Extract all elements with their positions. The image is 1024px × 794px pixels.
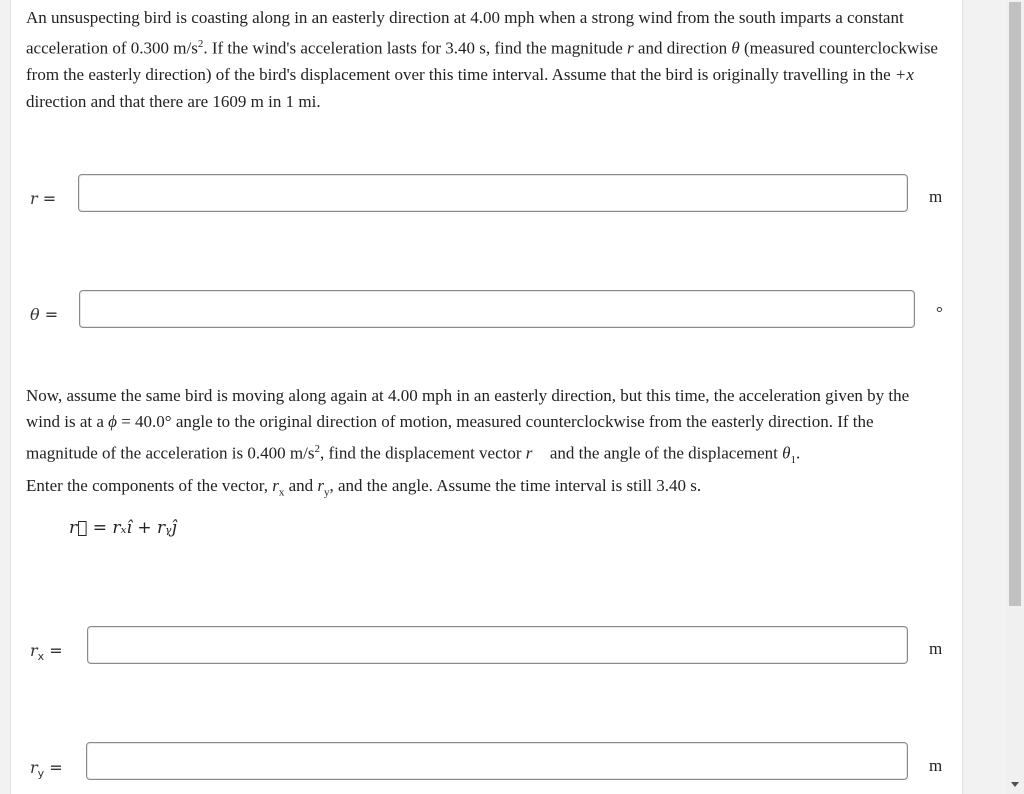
rx-label-var: r — [30, 641, 38, 660]
ry-label-eq: = — [44, 758, 63, 777]
intro-text-a: An unsuspecting bird is coasting along in an easterly direction at 4.00 mph when a strong wind from the south imparts a constant acceleration of 0.300 m/s — [26, 8, 904, 58]
var-theta: θ — [731, 38, 740, 58]
rx-unit: m — [929, 639, 943, 658]
part2-exponent: 2 — [314, 442, 320, 455]
theta1-subscript: 1 — [790, 453, 796, 466]
ry-label — [30, 758, 63, 780]
part2-text-b: = 40.0° angle to the original direction of motion, measured counterclockwise from the easterly direction. If the magnitude of the acceleration is 0.400 m/s — [26, 412, 874, 463]
rx-label-sub: x — [37, 650, 45, 664]
ry-subscript: y — [324, 486, 330, 499]
part3-text-a: Enter the components of the vector, — [26, 476, 273, 495]
var-ry: r — [317, 476, 325, 495]
rx-subscript: x — [278, 486, 285, 499]
r-label — [30, 189, 56, 208]
theta-unit: ° — [936, 303, 943, 322]
theta-label-var: θ — [30, 305, 40, 324]
rx-label — [30, 641, 63, 663]
part2-text-e: . — [795, 443, 801, 463]
var-rx: r — [272, 476, 279, 495]
r-unit: m — [929, 187, 943, 206]
var-r: r — [627, 38, 634, 58]
vertical-scrollbar[interactable] — [1006, 0, 1024, 794]
part3-text — [26, 473, 936, 506]
question-page — [10, 0, 963, 794]
part2-text — [26, 383, 936, 473]
part2-text-c: , find the displacement vector — [319, 443, 526, 463]
scroll-down-arrow-icon[interactable] — [1011, 782, 1019, 787]
r-label-var: r — [30, 189, 38, 208]
var-vec-r: r⃗ — [525, 443, 546, 463]
ry-unit: m — [929, 756, 943, 775]
theta-answer-input[interactable] — [79, 290, 915, 328]
var-phi: ϕ — [108, 412, 117, 432]
ry-label-sub: y — [37, 767, 45, 781]
theta-label — [30, 305, 58, 324]
problem-intro-text — [26, 5, 951, 115]
part3-text-c: , and the angle. Assume the time interval is still 3.40 s. — [329, 476, 702, 495]
ry-answer-input[interactable] — [86, 742, 908, 780]
r-answer-input[interactable] — [78, 174, 908, 212]
part3-text-b: and — [284, 476, 318, 495]
intro-text-d: (measured counterclockwise from the easterly direction) of the bird's displacement over this time interval. Assume that the bird is originally travelling in the — [26, 38, 938, 85]
rx-answer-input[interactable] — [87, 626, 908, 664]
r-label-eq: = — [37, 189, 57, 208]
theta-label-eq: = — [39, 305, 59, 324]
intro-text-e: direction and that there are 1609 m in 1 mi. — [26, 91, 321, 111]
vector-equation: r⃗ = rₓî + rᵧĵ — [69, 518, 177, 538]
intro-text-b: . If the wind's acceleration lasts for 3.40 s, find the magnitude — [203, 38, 628, 58]
part2-text-a: Now, assume the same bird is moving along again at 4.00 mph in an easterly direction, but this time, the acceleration given by the wind is at a — [26, 386, 910, 432]
var-theta1: θ — [782, 443, 791, 463]
scrollbar-thumb[interactable] — [1009, 2, 1021, 606]
ry-label-var: r — [30, 758, 38, 777]
rx-label-eq: = — [44, 641, 63, 660]
part2-text-d: and the angle of the displacement — [545, 443, 783, 463]
var-plus-x: +x — [894, 65, 914, 85]
intro-text-c: and direction — [633, 38, 732, 58]
intro-exponent: 2 — [197, 38, 204, 51]
